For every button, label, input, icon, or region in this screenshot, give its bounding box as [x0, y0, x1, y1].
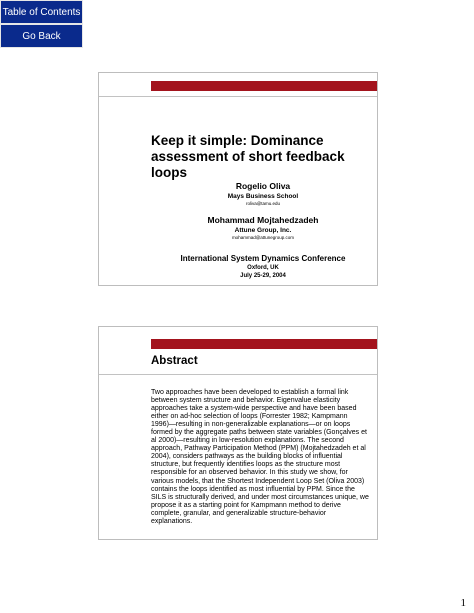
conference-location: Oxford, UK: [247, 265, 279, 271]
slide-title-line: Keep it simple: Dominance: [151, 133, 324, 148]
divider: [99, 374, 377, 375]
page-number: 1: [460, 597, 466, 609]
abstract-line: either on ad-hoc selection of loops (Forrester 1982; Kampmann: [151, 413, 348, 421]
abstract-line: 2004), considers pathways as the building blocks of influential: [151, 453, 343, 461]
abstract-line: various models, that the Shortest Independent Loop Set (Oliva 2003): [151, 477, 365, 485]
abstract-line: Two approaches have been developed to establish a formal link: [151, 389, 349, 396]
abstract-body: [151, 389, 375, 526]
abstract-heading: Abstract: [151, 355, 198, 367]
abstract-line: responsible for an observed behavior. In this study we show, for: [151, 469, 348, 477]
author-email: roliva@tamu.edu: [245, 201, 281, 206]
title-slide: [98, 72, 378, 286]
abstract-line: approaches take a system-wide perspective and have been based: [151, 405, 357, 413]
abstract-line: contains the loops identified as most influential by PPM. Since the: [151, 485, 355, 493]
accent-bar: [151, 81, 377, 91]
abstract-line: 1996)—resulting in non-generalizable explanations—or on loops: [151, 421, 351, 429]
author-name: Rogelio Oliva: [235, 181, 291, 191]
abstract-line: between system structure and behavior. Eigenvalue elasticity: [151, 397, 341, 405]
author-name: Mohammad Mojtahedzadeh: [207, 215, 319, 225]
author-affiliation: Mays Business School: [227, 193, 299, 200]
slide-title: [151, 133, 375, 181]
abstract-line: al 2000)—resulting in low-resolution explanations. The second: [151, 437, 344, 445]
abstract-line: complete, granular, and generalizable structure-behavior: [151, 509, 327, 517]
author-affiliation: Attune Group, Inc.: [234, 227, 292, 234]
abstract-line: formed by the aggregate paths between state variables (Gonçalves et: [151, 429, 367, 437]
conference-name: International System Dynamics Conference: [180, 254, 346, 263]
author-email: mohammad@attunegroup.com: [231, 235, 295, 240]
abstract-slide: [98, 326, 378, 540]
abstract-line: propose it as a starting point for Kampmann method to derive: [151, 501, 341, 509]
accent-bar: [151, 339, 377, 349]
abstract-line: approach, Pathway Participation Method (PPM) (Mojtahedzadeh et al: [151, 445, 366, 453]
abstract-line: explanations.: [151, 517, 193, 525]
abstract-line: SILS is structurally derived, and under most circumstances unique, we: [151, 493, 369, 501]
conference-dates: July 25-29, 2004: [240, 273, 286, 279]
abstract-line: structure, but frequently identifies loops as the structure most: [151, 461, 341, 469]
slide-title-line: assessment of short feedback loops: [151, 149, 345, 180]
divider: [99, 96, 377, 97]
go-back-button[interactable]: Go Back: [0, 24, 83, 48]
table-of-contents-button[interactable]: Table of Contents: [0, 0, 83, 24]
